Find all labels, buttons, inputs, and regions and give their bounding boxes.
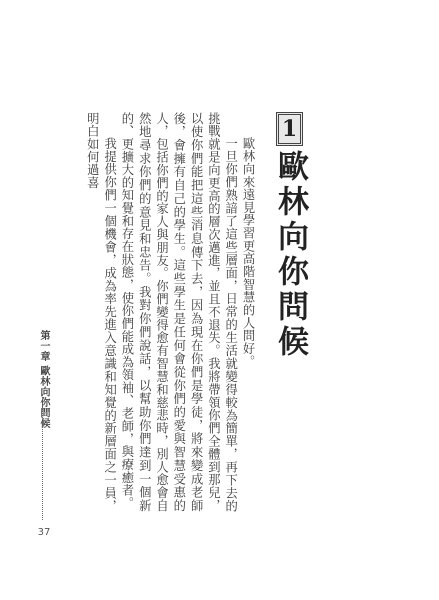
- chapter-title: 歐林向你問候: [272, 150, 308, 360]
- paragraph-2: 一旦你們熟諳了這些層面，日常的生活就變得較為簡單，再下去的挑戰就是向更高的層次邁進，並且不退失。我將帶領你們全體到那兒，以使你們能把這些消息傳下去，因為現在你們是學徒，將來變成老師後，會擁有自己的學生。這些學生是任何會從你們的愛與智慧受惠的人，包括你們的家人與朋友。你們變得愈有智慧和慈悲時，別人愈會自然地尋求你們的意見和忠告。我對你們說話，以幫助你們達到一個新的、更擴大的知覺和存在狀態，使你們能成為領袖、老師，與療癒者。: [119, 112, 238, 512]
- chapter-number: 1: [281, 116, 298, 142]
- body-text: [71, 112, 256, 512]
- running-head: 第一章 歐林向你問候: [38, 330, 49, 429]
- paragraph-3: 我提供你們一個機會，成為率先進入意識和知覺的新層面之一員，明白如何過喜: [85, 112, 117, 512]
- running-head-rule: [42, 394, 44, 520]
- chapter-number-badge: [276, 112, 303, 146]
- page-number: 37: [37, 527, 51, 538]
- paragraph-1: 歐林向來遠見學習更高階智慧的人問好。: [241, 136, 255, 368]
